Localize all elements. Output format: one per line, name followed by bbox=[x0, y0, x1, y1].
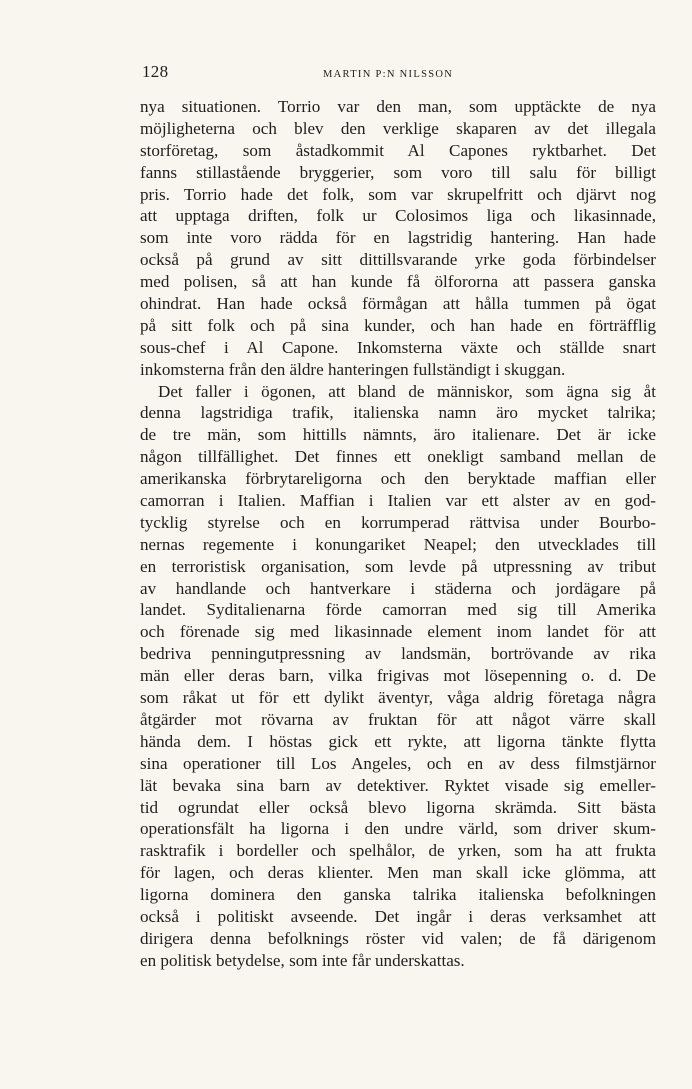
text-line: pris. Torrio hade det folk, som var skrupelfritt och djärvt nog bbox=[140, 184, 656, 204]
text-line: storföretag, som åstadkommit Al Capones ryktbarhet. Det bbox=[140, 140, 656, 160]
body-text bbox=[140, 96, 656, 972]
text-line: tid ogrundat eller också blevo ligorna skrämda. Sitt bästa bbox=[140, 797, 656, 817]
text-line: som råkat ut för ett dylikt äventyr, våga aldrig företaga några bbox=[140, 688, 656, 708]
text-line: Det faller i ögonen, att bland de människor, som ägna sig åt bbox=[158, 381, 656, 401]
text-line: för lagen, och deras klienter. Men man skall icke glömma, att bbox=[140, 863, 656, 883]
text-line: de tre män, som hittills nämnts, äro italienare. Det är icke bbox=[140, 425, 656, 445]
text-line: på sitt folk och på sina kunder, och han hade en förträfflig bbox=[140, 315, 656, 335]
text-line: och förenade sig med likasinnade element inom landet för att bbox=[140, 622, 656, 642]
text-line: tycklig styrelse och en korrumperad rättvisa under Bourbo- bbox=[140, 512, 656, 532]
text-line: också på grund av sitt dittillsvarande yrke goda förbindelser bbox=[140, 250, 656, 270]
text-line: åtgärder mot rövarna av fruktan för att något värre skall bbox=[140, 709, 656, 729]
text-line: möjligheterna och blev den verklige skaparen av det illegala bbox=[140, 118, 656, 138]
text-line: att upptaga driften, folk ur Colosimos liga och likasinnade, bbox=[140, 206, 656, 226]
text-line: rasktrafik i bordeller och spelhålor, de yrken, som ha att frukta bbox=[140, 841, 656, 861]
text-line: som inte voro rädda för en lagstridig hantering. Han hade bbox=[140, 228, 656, 248]
text-line: lät bevaka sina barn av detektiver. Ryktet visade sig emeller- bbox=[140, 775, 656, 795]
running-title: MARTIN P:N NILSSON bbox=[323, 69, 454, 80]
text-line: någon tillfällighet. Det finnes ett onekligt samband mellan de bbox=[140, 447, 656, 467]
text-line: sous-chef i Al Capone. Inkomsterna växte och ställde snart bbox=[140, 337, 656, 357]
text-line: bedriva penningutpressning av landsmän, bortrövande av rika bbox=[140, 644, 656, 664]
text-line: operationsfält ha ligorna i den undre värld, som driver skum- bbox=[140, 819, 656, 839]
page-number: 128 bbox=[142, 62, 169, 81]
text-line: dirigera denna befolknings röster vid valen; de få därigenom bbox=[140, 928, 656, 948]
text-line: fanns stillastående bryggerier, som voro till salu för billigt bbox=[140, 162, 656, 182]
text-line: av handlande och hantverkare i städerna och jordägare på bbox=[140, 578, 656, 598]
text-line: amerikanska förbrytareligorna och den beryktade maffian eller bbox=[140, 469, 656, 489]
text-line: nya situationen. Torrio var den man, som upptäckte de nya bbox=[140, 97, 656, 116]
text-line: denna lagstridiga trafik, italienska namn äro mycket talrika; bbox=[140, 403, 656, 423]
text-line: nernas regemente i konungariket Neapel; den utvecklades till bbox=[140, 534, 656, 554]
text-line: med polisen, så att han kunde få ölfororna att passera ganska bbox=[140, 272, 656, 292]
text-line: camorran i Italien. Maffian i Italien var ett alster av en god- bbox=[140, 491, 656, 511]
text-line: hända dem. I höstas gick ett rykte, att ligorna tänkte flytta bbox=[140, 731, 656, 751]
text-line: ligorna dominera den ganska talrika italienska befolkningen bbox=[140, 885, 656, 905]
text-line: också i politiskt avseende. Det ingår i deras verksamhet att bbox=[140, 906, 656, 926]
text-line: män eller deras barn, vilka frigivas mot lösepenning o. d. De bbox=[140, 666, 656, 686]
text-line: sina operationer till Los Angeles, och en av dess filmstjärnor bbox=[140, 753, 656, 773]
text-line: ohindrat. Han hade också förmågan att hålla tummen på ögat bbox=[140, 294, 656, 314]
text-line: en politisk betydelse, som inte får underskattas. bbox=[140, 950, 465, 970]
text-line: landet. Syditalienarna förde camorran med sig till Amerika bbox=[140, 600, 656, 620]
text-line: en terroristisk organisation, som levde på utpressning av tribut bbox=[140, 556, 656, 576]
text-line: inkomsterna från den äldre hanteringen fullständigt i skuggan. bbox=[140, 359, 566, 379]
